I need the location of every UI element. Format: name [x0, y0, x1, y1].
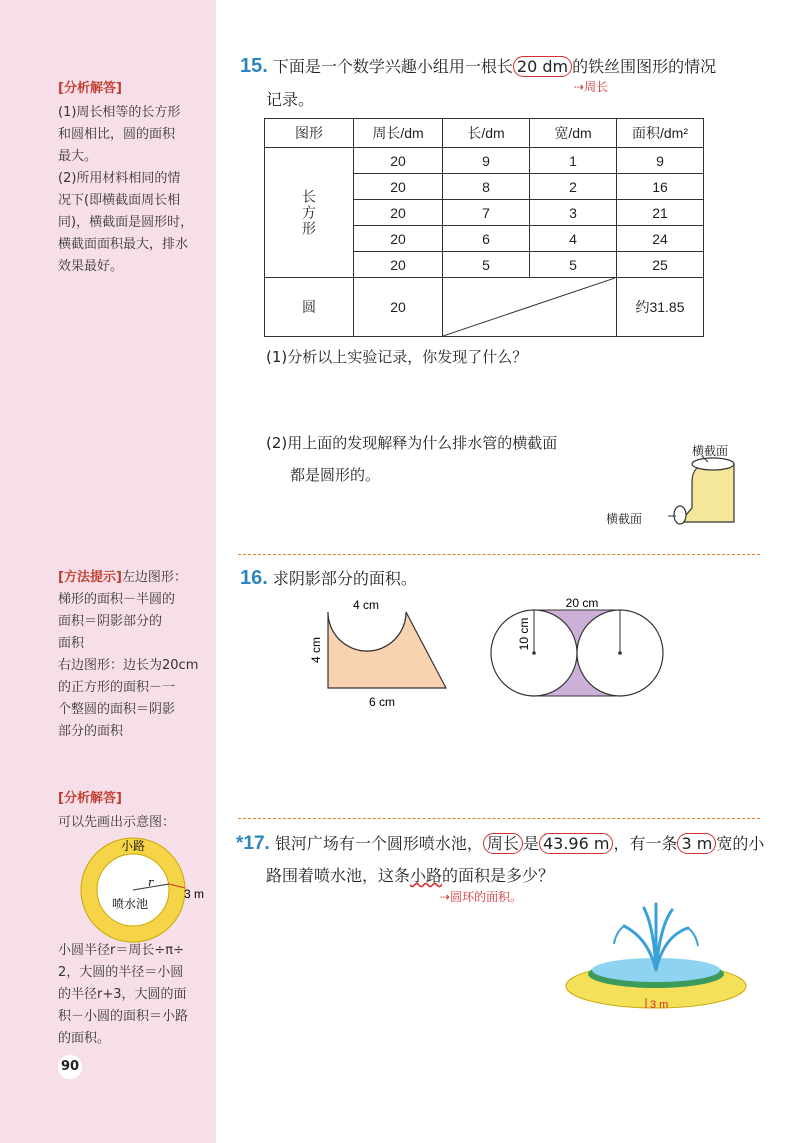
trap-side-label: 4 cm [309, 636, 323, 664]
table-header: 图形 [265, 119, 354, 148]
table-row-circle [265, 278, 704, 337]
q17-text: 的面积是多少？ [442, 866, 555, 885]
rect-label: 长方形 [265, 148, 354, 278]
ring-pool-label: 喷水池 [111, 897, 149, 911]
ring-radius-label: r [148, 876, 154, 889]
fountain-width-label: 3 m [650, 999, 669, 1011]
analysis-block-1 [58, 78, 208, 278]
table-cell: 20 [354, 278, 443, 337]
trap-bottom-label: 6 cm [368, 695, 396, 709]
divider [238, 554, 760, 555]
table-cell: 5 [443, 252, 530, 278]
method-line: 右边图形：边长为20cm [58, 658, 199, 673]
analysis-block-2-text [58, 940, 208, 1050]
record-table [264, 118, 704, 337]
method-line: 左边图形： [121, 570, 187, 585]
table-cell: 25 [617, 252, 704, 278]
trapezoid-figure [300, 596, 460, 712]
circle-label: 圆 [265, 278, 354, 337]
table-cell: 20 [354, 226, 443, 252]
analysis-line: 和圆相比，圆的面积 [58, 127, 176, 142]
table-cell: 9 [617, 148, 704, 174]
analysis-block-2 [58, 788, 208, 834]
method-block [58, 567, 208, 743]
q17-stem [236, 830, 766, 858]
diagonal-cell [443, 278, 617, 337]
analysis-line: 横截面面积最大，排水 [58, 237, 189, 252]
q15-circled-length: 20 dm [513, 56, 572, 77]
table-cell: 24 [617, 226, 704, 252]
table-cell: 5 [530, 252, 617, 278]
trap-top-label: 4 cm [352, 598, 380, 612]
analysis-line: 同)，横截面是圆形时， [58, 215, 194, 230]
analysis-heading: [分析解答] [58, 81, 122, 96]
method-line: 梯形的面积－半圆的 [58, 592, 176, 607]
method-line: 面积＝阴影部分的 [58, 614, 163, 629]
q17-text: 银河广场有一个圆形喷水池， [274, 834, 483, 853]
analysis-intro: 可以先画出示意图： [58, 815, 176, 830]
analysis-line: 况下(即横截面周长相 [58, 193, 181, 208]
table-cell: 1 [530, 148, 617, 174]
table-cell: 2 [530, 174, 617, 200]
table-cell: 4 [530, 226, 617, 252]
q16-stem [240, 564, 417, 593]
table-cell: 20 [354, 252, 443, 278]
circles-top-label: 20 cm [565, 596, 599, 610]
q15-text: 的铁丝围图形的情况 [572, 57, 717, 76]
q17-text: ，有一条 [613, 834, 678, 853]
analysis-line: 的面积。 [58, 1031, 111, 1046]
table-cell: 21 [617, 200, 704, 226]
divider [238, 818, 760, 819]
table-cell: 3 [530, 200, 617, 226]
page-number: 90 [58, 1055, 82, 1079]
q15-stem [240, 52, 760, 81]
analysis-line: (1)周长相等的长方形 [58, 105, 181, 120]
table-cell: 20 [354, 174, 443, 200]
table-row [265, 148, 704, 174]
fountain-illustration [564, 898, 754, 1013]
table-cell: 约31.85 [617, 278, 704, 337]
method-line: 的正方形的面积－一 [58, 680, 176, 695]
q16-text: 求阴影部分的面积。 [272, 569, 417, 588]
pipe-illustration [650, 456, 750, 536]
table-cell: 7 [443, 200, 530, 226]
q15-note: ⇢周长 [574, 80, 609, 94]
q15-sub2-line2: 都是圆形的。 [290, 466, 381, 484]
q17-number: *17. [236, 833, 270, 854]
q15-sub2-line1: (2)用上面的发现解释为什么排水管的横截面 [266, 434, 558, 452]
analysis-line: 效果最好。 [58, 259, 124, 274]
table-cell: 16 [617, 174, 704, 200]
table-cell: 8 [443, 174, 530, 200]
q17-text: 路围着喷水池，这条 [266, 866, 411, 885]
table-header: 长/dm [443, 119, 530, 148]
q15-sub1: (1)分析以上实验记录，你发现了什么？ [266, 348, 528, 366]
pipe-label-left: 横截面 [606, 512, 643, 526]
circles-radius-label: 10 cm [517, 617, 531, 651]
method-line: 部分的面积 [58, 724, 124, 739]
q16-number: 16. [240, 567, 268, 589]
analysis-line: (2)所用材料相同的情 [58, 171, 181, 186]
pipe-label-top: 横截面 [692, 444, 729, 458]
analysis-line: 的半径r+3，大圆的面 [58, 987, 187, 1002]
ring-width-label: 3 m [184, 887, 205, 901]
analysis-heading: [分析解答] [58, 791, 122, 806]
method-line: 个整圆的面积＝阴影 [58, 702, 176, 717]
analysis-line: 2，大圆的半径＝小圆 [58, 965, 184, 980]
q15-stem-2: 记录。 [266, 90, 315, 109]
analysis-line: 小圆半径r＝周长÷π÷ [58, 943, 184, 958]
q17-circled-width: 3 m [677, 833, 716, 854]
two-circles-figure [490, 594, 670, 704]
table-cell: 6 [443, 226, 530, 252]
q15-number: 15. [240, 55, 268, 77]
table-header-row [265, 119, 704, 148]
q15-text: 下面是一个数学兴趣小组用一根长 [272, 57, 513, 76]
q17-note: ⇢圆环的面积。 [440, 890, 523, 904]
ring-diagram [78, 836, 218, 946]
method-heading: [方法提示] [58, 570, 122, 585]
table-header: 宽/dm [530, 119, 617, 148]
q17-text: 宽的小 [716, 834, 765, 853]
table-cell: 20 [354, 200, 443, 226]
q17-circled-perimeter: 周长 [483, 833, 523, 854]
table-header: 面积/dm² [617, 119, 704, 148]
q17-underlined: 小路 [410, 866, 443, 885]
q17-circled-value: 43.96 m [539, 833, 613, 854]
table-cell: 9 [443, 148, 530, 174]
table-cell: 20 [354, 148, 443, 174]
table-header: 周长/dm [354, 119, 443, 148]
method-line: 面积 [58, 636, 85, 651]
ring-road-label: 小路 [120, 839, 146, 853]
analysis-line: 积－小圆的面积＝小路 [58, 1009, 189, 1024]
q17-text: 是 [522, 834, 539, 853]
analysis-line: 最大。 [58, 149, 98, 164]
q17-stem-2 [266, 862, 554, 890]
